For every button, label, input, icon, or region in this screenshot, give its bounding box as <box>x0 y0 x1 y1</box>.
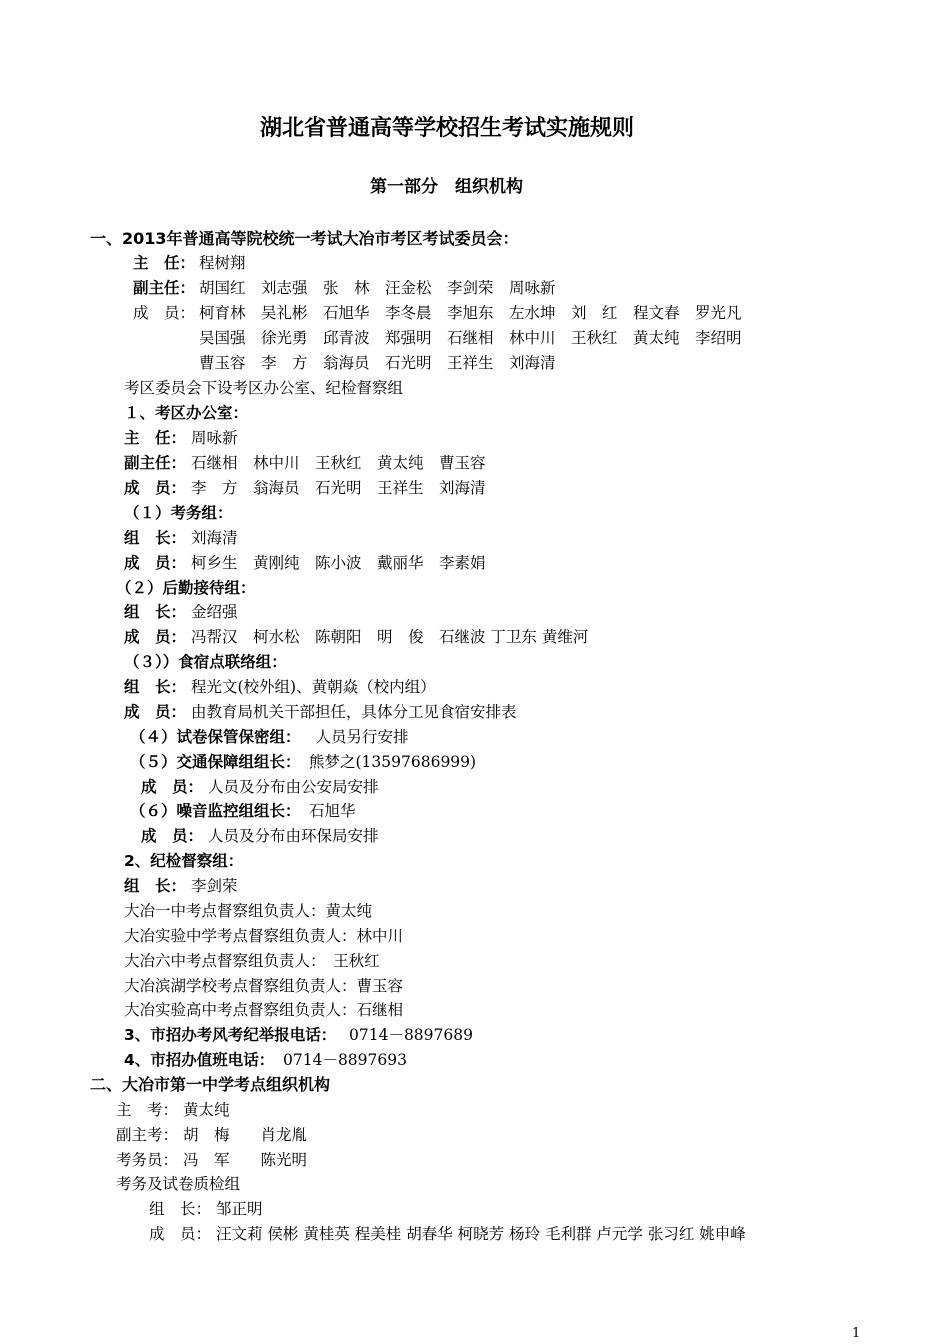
group4-heading: （４）试卷保管保密组： <box>130 728 301 746</box>
deputy-examiners: 胡 梅 肖龙胤 <box>183 1126 308 1144</box>
deputy-names: 胡国红 刘志强 张 林 汪金松 李剑荣 周咏新 <box>199 279 556 297</box>
group6-members-label: 成 员： <box>141 827 204 845</box>
committee-note: 考区委员会下设考区办公室、纪检督察组 <box>124 379 404 397</box>
inspection-heading: 2、纪检督察组： <box>124 852 244 870</box>
group5-leader: 熊梦之(13597686999) <box>309 753 477 771</box>
group3-members: 由教育局机关干部担任，具体分工见食宿安排表 <box>191 703 517 721</box>
duty-phone: 0714－8897693 <box>283 1051 407 1069</box>
chief-examiner-label: 主 考： <box>116 1101 179 1119</box>
group5-heading: （５）交通保障组组长： <box>130 753 301 771</box>
office-members-label: 成 员： <box>124 479 187 497</box>
page-number: 1 <box>852 1326 861 1341</box>
office-deputy-label: 副主任： <box>124 454 187 472</box>
members-line-3: 曹玉容 李 方 翁海员 石光明 王祥生 刘海清 <box>199 354 556 372</box>
exam-staff: 冯 军 陈光明 <box>183 1151 308 1169</box>
members-line-2: 吴国强 徐光勇 邱青波 郑强明 石继相 林中川 王秋红 黄太纯 李绍明 <box>199 329 742 347</box>
group5-members-label: 成 员： <box>141 778 204 796</box>
group4-text: 人员另行安排 <box>300 728 409 746</box>
group2-members-label: 成 员： <box>124 628 187 646</box>
qc-members-label: 成 员： <box>149 1225 212 1243</box>
part-heading: 第一部分 组织机构 <box>370 177 523 197</box>
document-title: 湖北省普通高等学校招生考试实施规则 <box>260 116 635 141</box>
group2-leader: 金绍强 <box>191 603 238 621</box>
report-phone-label: 3、市招办考风考纪举报电话： <box>124 1026 337 1044</box>
group1-leader: 刘海清 <box>191 529 238 547</box>
group1-heading: （１）考务组： <box>124 504 233 522</box>
group6-leader: 石旭华 <box>309 802 356 820</box>
group1-leader-label: 组 长： <box>124 529 187 547</box>
group6-heading: （６）噪音监控组组长： <box>130 802 301 820</box>
inspection-line-4: 大冶滨湖学校考点督察组负责人：曹玉容 <box>124 977 404 995</box>
group1-members-label: 成 员： <box>124 554 187 572</box>
inspection-leader: 李剑荣 <box>191 877 238 895</box>
section1-heading: 一、2013年普通高等院校统一考试大冶市考区考试委员会： <box>90 229 519 248</box>
group1-members: 柯乡生 黄刚纯 陈小波 戴丽华 李素娟 <box>191 554 486 572</box>
deputy-examiner-label: 副主考： <box>116 1126 179 1144</box>
group2-leader-label: 组 长： <box>124 603 187 621</box>
members-line-1: 柯育林 吴礼彬 石旭华 李冬晨 李旭东 左水坤 刘 红 程文春 罗光凡 <box>199 304 742 322</box>
qc-group-heading: 考务及试卷质检组 <box>116 1175 241 1193</box>
office-members: 李 方 翁海员 石光明 王祥生 刘海清 <box>191 479 486 497</box>
chief-examiner: 黄太纯 <box>183 1101 230 1119</box>
members-label: 成 员： <box>133 304 196 322</box>
report-phone: 0714－8897689 <box>349 1026 473 1044</box>
group3-members-label: 成 员： <box>124 703 187 721</box>
group3-heading: （３））食宿点联络组： <box>124 653 287 671</box>
group3-leader: 程光文(校外组)、黄朝焱（校内组） <box>191 678 436 696</box>
inspection-leader-label: 组 长： <box>124 877 187 895</box>
office-heading: １、考区办公室： <box>124 404 249 422</box>
group2-members: 冯帮汉 柯水松 陈朝阳 明 俊 石继波 丁卫东 黄维河 <box>191 628 589 646</box>
exam-staff-label: 考务员： <box>116 1151 179 1169</box>
director-label: 主 任： <box>133 254 196 272</box>
office-director-label: 主 任： <box>124 429 187 447</box>
qc-members: 汪文莉 侯彬 黄桂英 程美桂 胡春华 柯晓芳 杨玲 毛利群 卢元学 张习红 姚申峰 <box>216 1225 746 1243</box>
group2-heading: （２）后勤接待组： <box>116 579 256 597</box>
section2-heading: 二、大冶市第一中学考点组织机构 <box>90 1075 331 1094</box>
duty-phone-label: 4、市招办值班电话： <box>124 1051 275 1069</box>
inspection-line-3: 大冶六中考点督察组负责人： 王秋红 <box>124 952 380 970</box>
inspection-line-1: 大冶一中考点督察组负责人：黄太纯 <box>124 902 373 920</box>
group3-leader-label: 组 长： <box>124 678 187 696</box>
deputy-label: 副主任： <box>133 279 196 297</box>
inspection-line-5: 大冶实验高中考点督察组负责人：石继相 <box>124 1001 404 1019</box>
director-name: 程树翔 <box>199 254 246 272</box>
inspection-line-2: 大冶实验中学考点督察组负责人：林中川 <box>124 927 404 945</box>
office-deputies: 石继相 林中川 王秋红 黄太纯 曹玉容 <box>191 454 486 472</box>
group6-members: 人员及分布由环保局安排 <box>208 827 379 845</box>
office-director: 周咏新 <box>191 429 238 447</box>
group5-members: 人员及分布由公安局安排 <box>208 778 379 796</box>
qc-leader: 邹正明 <box>216 1200 263 1218</box>
qc-leader-label: 组 长： <box>149 1200 212 1218</box>
